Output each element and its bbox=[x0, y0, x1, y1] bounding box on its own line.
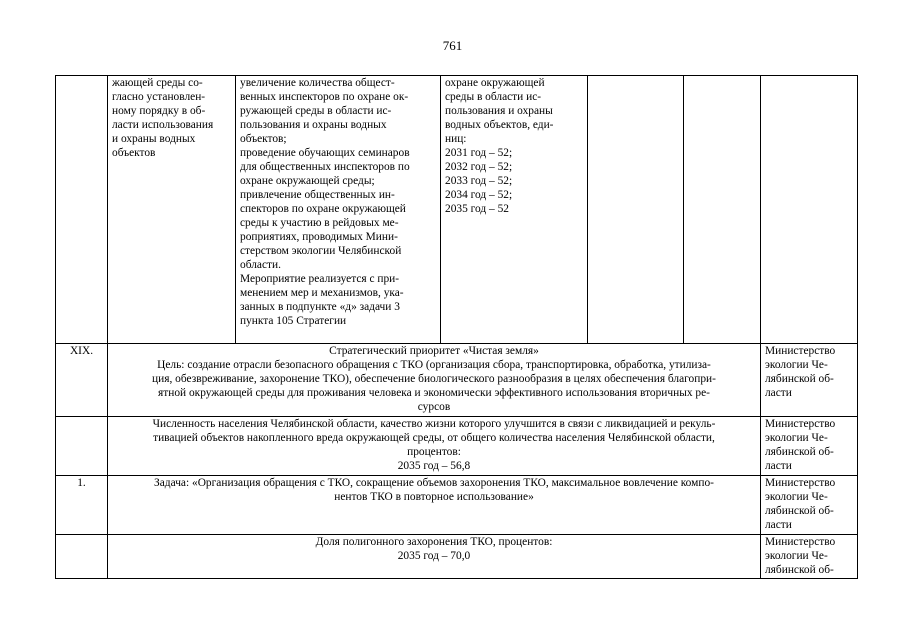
text-line: жающей среды со- bbox=[112, 77, 203, 89]
text-line: экологии Че- bbox=[765, 432, 828, 444]
text-line: ласти использования bbox=[112, 119, 214, 131]
text-line: нентов ТКО в повторное использование» bbox=[334, 491, 534, 503]
text-line: ному порядку в об- bbox=[112, 105, 206, 117]
responsible-cell bbox=[761, 476, 858, 535]
text-line: лябинской об- bbox=[765, 505, 834, 517]
text-line: лябинской об- bbox=[765, 373, 834, 385]
text-line: экологии Че- bbox=[765, 491, 828, 503]
text-line: Численность населения Челябинской области, качество жизни которого улучшится в связи с ликвидацией и рекуль- bbox=[152, 418, 716, 430]
table-row bbox=[56, 344, 858, 417]
text-line: спекторов по охране окружающей bbox=[240, 203, 406, 215]
text-line: для общественных инспекторов по bbox=[240, 161, 410, 173]
table-row bbox=[56, 417, 858, 476]
text-line: среды в области ис- bbox=[445, 91, 542, 103]
task-text-cell bbox=[108, 476, 761, 535]
number-cell bbox=[56, 76, 108, 344]
measure-description-cell bbox=[236, 76, 441, 344]
text-line: экологии Че- bbox=[765, 359, 828, 371]
text-line: стерством экологии Челябинской bbox=[240, 245, 402, 257]
section-text-cell bbox=[108, 344, 761, 417]
text-line: Задача: «Организация обращения с ТКО, сокращение объемов захоронения ТКО, максимальное вовлечение компо- bbox=[154, 477, 714, 489]
text-line: ласти bbox=[765, 387, 792, 399]
text-line: 2035 год – 52 bbox=[445, 203, 509, 215]
section-title: Стратегический приоритет «Чистая земля» bbox=[329, 345, 539, 357]
responsible-cell bbox=[761, 417, 858, 476]
text-line: пользования и охраны водных bbox=[240, 119, 387, 131]
indicator-text-cell bbox=[108, 417, 761, 476]
text-line: 2035 год – 56,8 bbox=[397, 460, 471, 472]
empty-cell bbox=[588, 76, 684, 344]
text-line: тивацией объектов накопленного вреда окружающей среды, от общего количества населения Челябинской области, bbox=[153, 432, 715, 444]
text-line: охране окружающей bbox=[445, 77, 545, 89]
text-line: занных в подпункте «д» задачи 3 bbox=[240, 301, 400, 313]
text-line: Министерство bbox=[765, 345, 836, 357]
text-line: Мероприятие реализуется с при- bbox=[240, 273, 400, 285]
text-line: объектов; bbox=[240, 133, 287, 145]
measures-table bbox=[55, 75, 858, 579]
text-line: области. bbox=[240, 259, 281, 271]
text-line: увеличение количества общест- bbox=[240, 77, 395, 89]
text-line: 2035 год – 70,0 bbox=[397, 550, 471, 562]
text-line: ятной окружающей среды для проживания человека и экономически эффективного использования вторичных ре- bbox=[158, 387, 710, 399]
responsible-cell bbox=[761, 535, 858, 579]
text-line: 2034 год – 52; bbox=[445, 189, 513, 201]
text-line: 2033 год – 52; bbox=[445, 175, 513, 187]
text-line: ниц: bbox=[445, 133, 467, 145]
text-line: Доля полигонного захоронения ТКО, процентов: bbox=[315, 536, 553, 548]
table-row bbox=[56, 76, 858, 344]
text-line: роприятиях, проводимых Мини- bbox=[240, 231, 398, 243]
section-number-cell: XIX. bbox=[56, 344, 108, 417]
text-line: ласти bbox=[765, 519, 792, 531]
text-line: процентов: bbox=[407, 446, 461, 458]
text-line: Цель: создание отрасли безопасного обращения с ТКО (организация сбора, транспортировка, обработка, утилиза- bbox=[157, 359, 711, 371]
text-line: Министерство bbox=[765, 477, 836, 489]
page-number: 761 bbox=[442, 38, 463, 53]
text-line: сурсов bbox=[417, 401, 451, 413]
text-line: охране окружающей среды; bbox=[240, 175, 375, 187]
text-line: 2032 год – 52; bbox=[445, 161, 513, 173]
text-line: Министерство bbox=[765, 418, 836, 430]
text-line: объектов bbox=[112, 147, 156, 159]
text-line: лябинской об- bbox=[765, 446, 834, 458]
text-line: привлечение общественных ин- bbox=[240, 189, 395, 201]
number-cell bbox=[56, 535, 108, 579]
text-line: экологии Че- bbox=[765, 550, 828, 562]
text-line: пункта 105 Стратегии bbox=[240, 315, 347, 327]
text-line: водных объектов, еди- bbox=[445, 119, 554, 131]
empty-cell bbox=[684, 76, 761, 344]
text-line: ласти bbox=[765, 460, 792, 472]
text-line: 2031 год – 52; bbox=[445, 147, 513, 159]
measure-name-cell bbox=[108, 76, 236, 344]
text-line: гласно установлен- bbox=[112, 91, 206, 103]
table-row bbox=[56, 535, 858, 579]
text-line: среды к участию в рейдовых ме- bbox=[240, 217, 399, 229]
text-line: Министерство bbox=[765, 536, 836, 548]
text-line: ция, обезвреживание, захоронение ТКО), обеспечение биологического разнообразия в целях обеспечения благопри- bbox=[152, 373, 716, 385]
text-line: пользования и охраны bbox=[445, 105, 553, 117]
text-line: и охраны водных bbox=[112, 133, 196, 145]
landfill-text-cell bbox=[108, 535, 761, 579]
indicator-cell bbox=[441, 76, 588, 344]
text-line: венных инспекторов по охране ок- bbox=[240, 91, 409, 103]
text-line: менением мер и механизмов, ука- bbox=[240, 287, 404, 299]
responsible-cell bbox=[761, 344, 858, 417]
empty-cell bbox=[761, 76, 858, 344]
task-number-cell: 1. bbox=[56, 476, 108, 535]
text-line: лябинской об- bbox=[765, 564, 834, 576]
table-row bbox=[56, 476, 858, 535]
text-line: ружающей среды в области ис- bbox=[240, 105, 392, 117]
number-cell bbox=[56, 417, 108, 476]
text-line: проведение обучающих семинаров bbox=[240, 147, 410, 159]
